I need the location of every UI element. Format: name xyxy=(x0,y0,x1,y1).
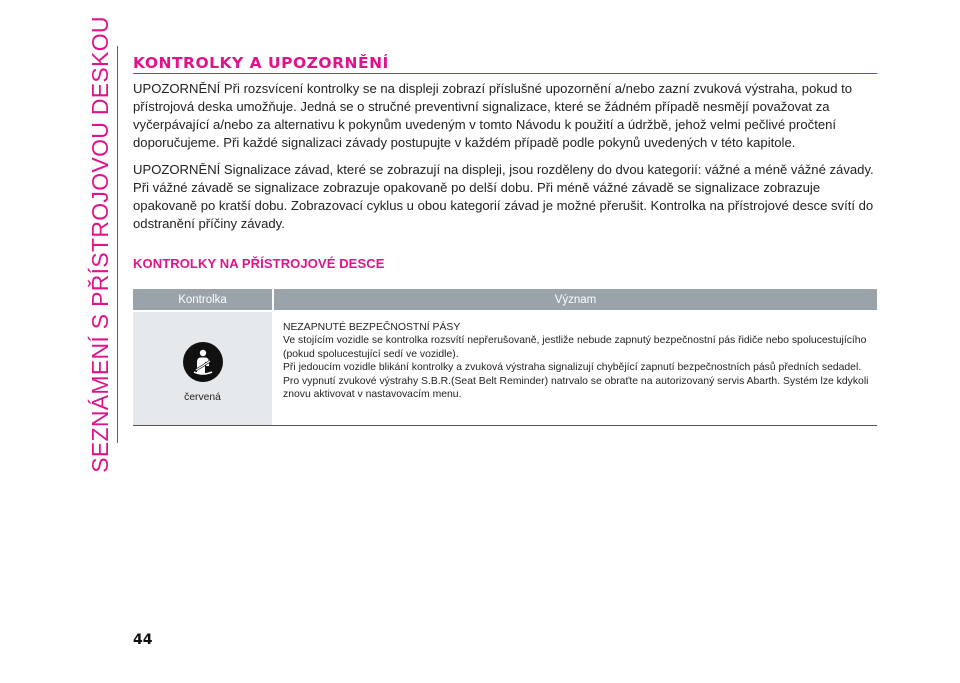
warning-paragraph-1: UPOZORNĚNÍ Při rozsvícení kontrolky se na displeji zobrazí příslušné upozornění a/nebo zazní zvuková výstraha, pokud to přístrojová deska umožňuje. Jedná se o stručné preventivní signalizace, které se žádném případě nesmějí považovat za vyčerpávající a/nebo za alternativu k pokynům uvedeným v tomto Návodu k použití a údržbě, jehož velmi pečlivé pročtení doporučujeme. Při každé signalizaci závady postupujte v každém případě podle pokynů uvedených v této kapitole. xyxy=(133,81,853,150)
table-cell-icon xyxy=(133,312,272,425)
section-side-title xyxy=(86,16,114,473)
warning-paragraph-2: UPOZORNĚNÍ Signalizace závad, které se zobrazují na displeji, jsou rozděleny do dvou kategorií: vážné a méně vážné závady. Při vážné závadě se signalizace zobrazuje opakovaně po delší dobu. Při méně vážné závadě se signalizace zobrazuje opakovaně po kratší dobu. Zobrazovací cyklus u obou kategorií závad je možné přerušit. Kontrolka na přístrojové desce svítí do odstranění příčiny závady. xyxy=(133,162,874,231)
icon-color-label: červená xyxy=(184,392,221,403)
meaning-line-3: Pro vypnutí zvukové výstrahy S.B.R.(Seat Belt Reminder) natrvalo se obraťte na autorizovaný servis Abarth. Systém lze kdykoli znovu aktivovat v nastavovacím menu. xyxy=(283,375,869,401)
meaning-line-2: Při jedoucím vozidle blikání kontrolky a zvuková výstraha signalizují chybějící zapnutí bezpečnostních pásů předních sedadel. xyxy=(283,362,862,374)
table-cell-meaning xyxy=(272,312,877,425)
table-header-kontrolka: Kontrolka xyxy=(133,289,272,310)
seatbelt-icon xyxy=(183,342,223,382)
table-row xyxy=(133,312,877,426)
page-heading: KONTROLKY A UPOZORNĚNÍ xyxy=(133,54,389,72)
table-header-vyznam: Význam xyxy=(274,289,877,310)
meaning-title: NEZAPNUTÉ BEZPEČNOSTNÍ PÁSY xyxy=(283,322,461,333)
section-side-title-text: SEZNÁMENÍ S PŘÍSTROJOVOU DESKOU xyxy=(86,16,113,473)
warning-lights-table xyxy=(133,289,877,426)
section-subheading: KONTROLKY NA PŘÍSTROJOVÉ DESCE xyxy=(133,256,385,271)
heading-underline xyxy=(133,73,877,74)
section-side-rule xyxy=(117,46,118,443)
meaning-line-1: Ve stojícím vozidle se kontrolka rozsvítí nepřerušovaně, jestliže nebude zapnutý bezpečnostní pás řidiče nebo spolucestujícího (pokud spolucestující sedí ve vozidle). xyxy=(283,335,867,360)
table-header xyxy=(133,289,877,310)
page-number: 44 xyxy=(133,632,153,648)
